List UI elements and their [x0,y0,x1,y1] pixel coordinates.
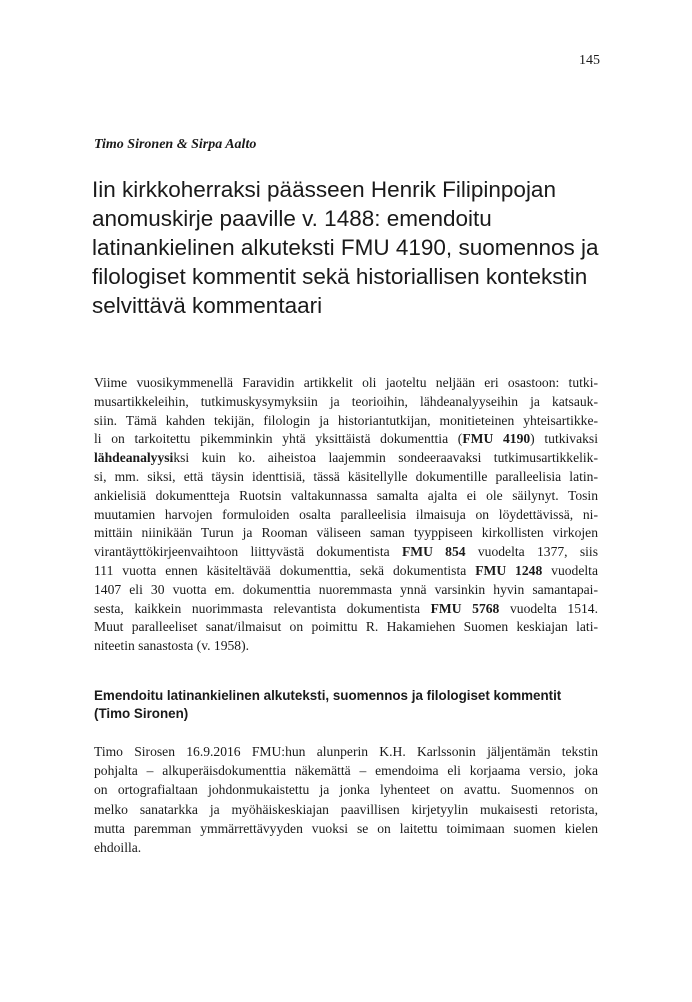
abstract-line: ankielisiä dokumentteja Ruotsin valtakunnassa samalta ajalta ei ole säilynyt. Tosin [94,487,598,503]
body-paragraph [94,742,598,857]
abstract-line: si, mm. siksi, että täysin identtisiä, tässä käsitellylle dokumentille paralleelisia latin- [94,468,598,484]
section-heading [94,687,614,723]
abstract-text: vuodelta 1377, siis [465,544,598,560]
abstract-paragraph [94,374,598,656]
page-number: 145 [579,53,600,68]
abstract-line [94,600,598,619]
body-line: ehdoilla. [94,840,142,856]
abstract-line: musartikkeleihin, tutkimuskysymyksiin ja teorioihin, lähdeanalyyseihin ja katsauk- [94,393,598,409]
body-line: pohjalta – alkuperäisdokumenttia näkemättä – emendoima eli korjaama versio, joka [94,763,598,779]
abstract-text: li on tarkoitettu pikemminkin yhtä yksittäistä dokumenttia ( [94,431,463,447]
title-line: filologiset kommentit sekä historiallisen kontekstin [92,264,588,289]
body-line: on ortografialtaan johdonmukaistettu ja jonka lyhenteet on avattu. Suomennos on [94,782,598,798]
emphasis-term: lähdeanalyysi [94,450,174,466]
abstract-line: siin. Tämä kahden tekijän, filologin ja historiantutkijan, monitieteinen yhteisartikke- [94,412,598,428]
abstract-line: niteetin sanastosta (v. 1958). [94,638,250,654]
abstract-line: Muut paralleeliset sanat/ilmaisut on poimittu R. Hakamiehen Suomen keskiajan lati- [94,619,598,635]
title-line: Iin kirkkoherraksi päässeen Henrik Filipinpojan [92,177,556,202]
abstract-text: vuodelta 1514. [499,600,598,616]
abstract-line [94,543,598,562]
abstract-text: virantäyttökirjeenvaihtoon liittyvästä dokumentista [94,544,402,560]
body-line: mutta paremman ymmärrettävyyden vuoksi se on laitettu toimimaan suomen kielen [94,820,598,836]
body-line: Timo Sirosen 16.9.2016 FMU:hun alunperin K.H. Karlssonin jäljentämän tekstin [94,744,598,759]
section-heading-line: Emendoitu latinankielinen alkuteksti, suomennos ja filologiset kommentit [94,688,562,703]
abstract-text: ) tutkivaksi [530,431,599,447]
abstract-line: mittäin niinikään Turun ja Rooman väliseen saman tyyppiseen kirkollisten virkojen [94,525,598,541]
fmu-reference: FMU 1248 [475,562,543,578]
title-line: latinankielinen alkuteksti FMU 4190, suomennos ja [92,235,599,260]
body-line: melko sanatarkka ja myöhäiskeskiajan paavillisen kirjetyylin mukaisesti retorista, [94,801,598,817]
article-authors: Timo Sironen & Sirpa Aalto [94,137,257,152]
fmu-reference: FMU 5768 [430,600,500,616]
abstract-line: muutamien harvojen formuloiden osalta paralleelisia ilmaisuja on löydettävissä, ni- [94,506,598,522]
section-heading-line: (Timo Sironen) [94,706,189,721]
abstract-text: sesta, kaikkein nuorimmasta relevantista dokumentista [94,600,431,616]
title-line: anomuskirje paaville v. 1488: emendoitu [92,206,492,231]
fmu-reference: FMU 854 [401,544,466,560]
abstract-text: vuodelta [542,562,598,578]
title-line: selvittävä kommentaari [92,293,323,318]
abstract-line: Viime vuosikymmenellä Faravidin artikkelit oli jaoteltu neljään eri osastoon: tutki- [94,375,598,390]
abstract-line [94,430,598,449]
abstract-line [94,449,598,468]
article-title [92,175,612,320]
abstract-line [94,562,598,581]
abstract-text: 111 vuotta ennen käsiteltävää dokumenttia, sekä dokumentista [94,562,476,578]
abstract-line: 1407 eli 30 vuotta em. dokumenttia nuoremmasta ynnä varsinkin hyvin samantapai- [94,581,598,597]
abstract-text: ksi kuin ko. aiheistoa laajemmin sondeeraavaksi tutkimusartikkelik- [173,450,598,466]
fmu-reference: FMU 4190 [462,431,531,447]
